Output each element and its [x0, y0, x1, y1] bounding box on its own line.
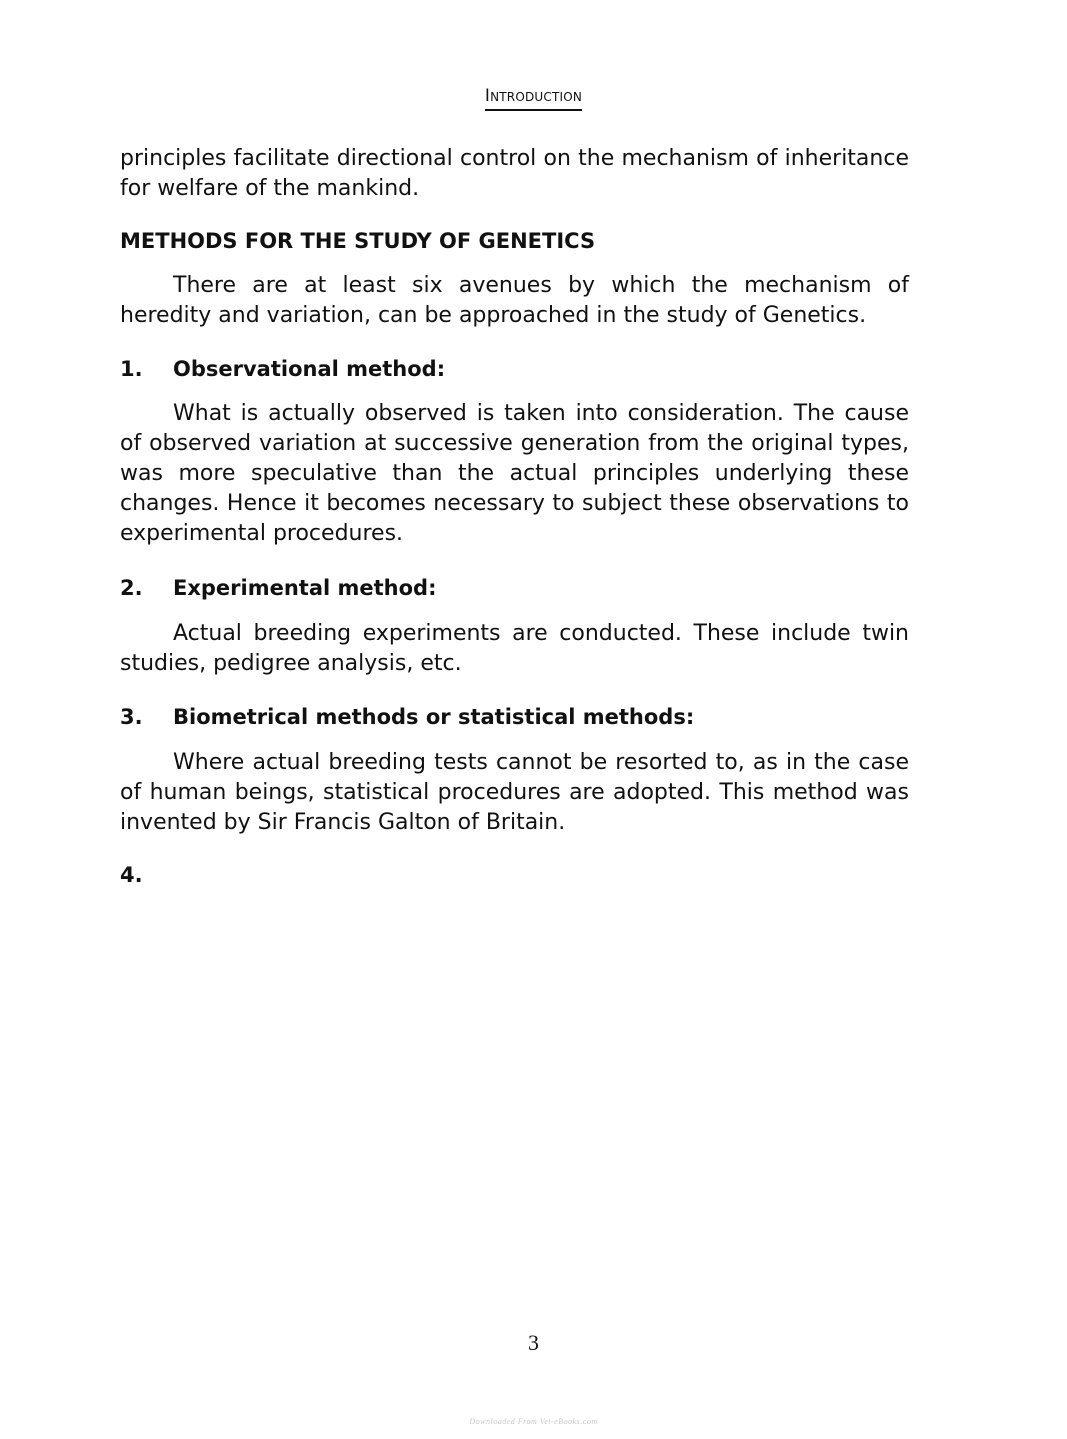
section-lead-paragraph: There are at least six avenues by which the mechanism of heredity and variation, can be approached in the study of Genetics.: [120, 273, 909, 328]
method-2-title: Experimental method:: [173, 576, 437, 600]
method-3-paragraph: Where actual breeding tests cannot be resorted to, as in the case of human beings, statistical procedures are adopted. This method was invented by Sir Francis Galton of Britain.: [120, 750, 909, 835]
method-3-number: 3.: [120, 705, 143, 729]
page-number: 3: [528, 1330, 539, 1355]
method-4-heading: [120, 861, 909, 889]
method-2-paragraph: Actual breeding experiments are conducted. These include twin studies, pedigree analysis, etc.: [120, 621, 909, 676]
method-2-heading: [120, 574, 909, 602]
running-head: [0, 86, 1067, 111]
method-1-paragraph: What is actually observed is taken into consideration. The cause of observed variation at successive generation from the original types, was more speculative than the actual principles underlying these changes. Hence it becomes necessary to subject these observations to experimental procedures.: [120, 401, 909, 546]
download-watermark-note: Downloaded From Vet-eBooks.com: [469, 1417, 598, 1426]
method-3-title: Biometrical methods or statistical methods:: [173, 705, 695, 729]
method-4-number: 4.: [120, 863, 143, 887]
method-1-heading: [120, 355, 909, 383]
section-heading: METHODS FOR THE STUDY OF GENETICS: [120, 229, 596, 253]
method-2-number: 2.: [120, 576, 143, 600]
method-3-heading: [120, 703, 909, 731]
running-head-title: Introduction: [485, 86, 582, 111]
method-1-title: Observational method:: [173, 357, 446, 381]
intro-paragraph: principles facilitate directional control on the mechanism of inheritance for welfare of the mankind.: [120, 146, 909, 201]
method-1-number: 1.: [120, 357, 143, 381]
